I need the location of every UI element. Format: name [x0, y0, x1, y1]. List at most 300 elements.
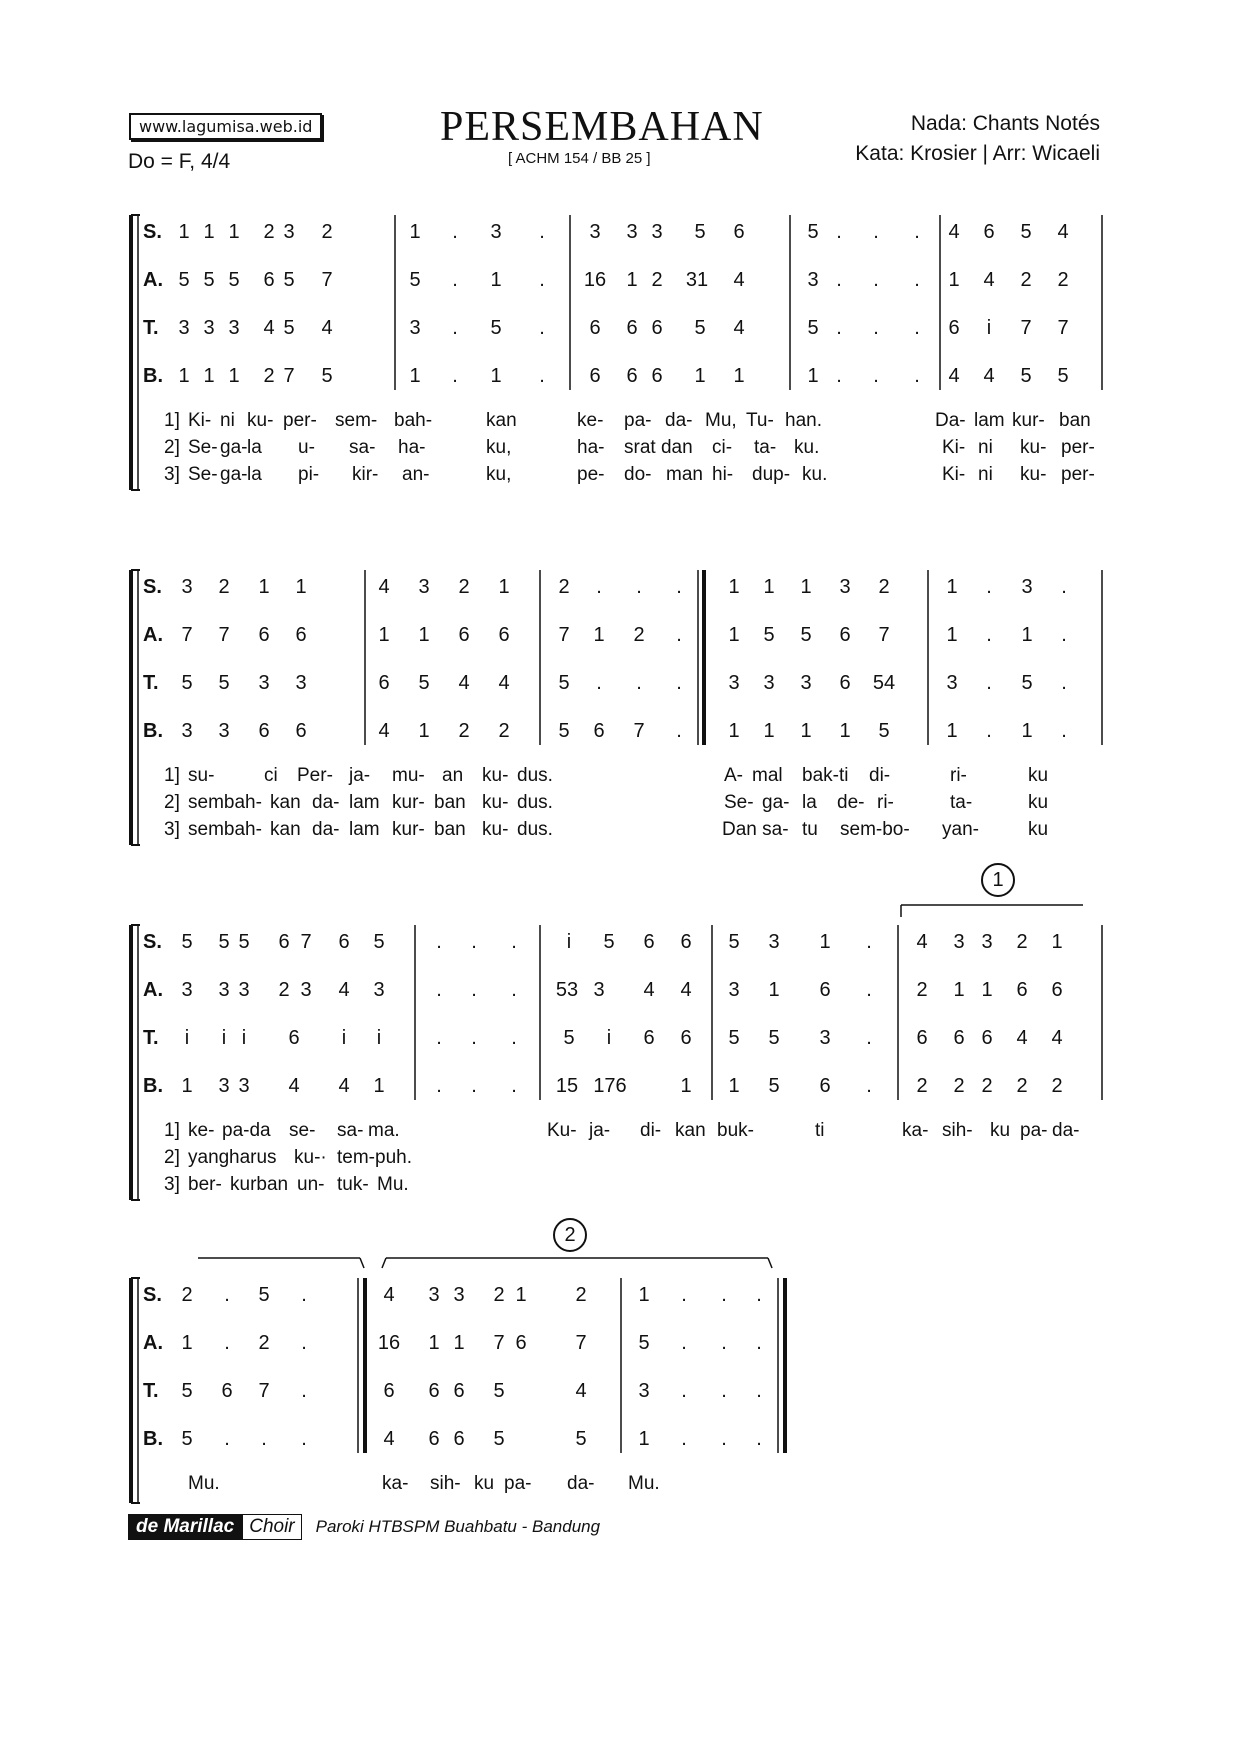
note: . — [756, 1284, 762, 1306]
note: 5 — [728, 931, 740, 953]
note: 6 — [651, 317, 663, 339]
note: 5 — [768, 1075, 780, 1097]
note: 1 — [228, 221, 240, 243]
note: 4 — [733, 317, 745, 339]
part-label-alto: A. — [143, 979, 163, 1001]
note: 5 — [203, 269, 215, 291]
syllable: per- — [1061, 437, 1095, 458]
syllable: tuk- — [337, 1174, 369, 1195]
note: . — [224, 1428, 230, 1450]
syllable: ku. — [802, 464, 828, 485]
note: 6 — [733, 221, 745, 243]
note: 2 — [278, 979, 290, 1001]
syllable: di- — [869, 765, 891, 786]
syllable: ka- — [902, 1120, 929, 1141]
note: 2 — [1057, 269, 1069, 291]
syllable: dus. — [517, 819, 553, 840]
volta-2-marker: 2 — [553, 1218, 587, 1252]
note: 5 — [283, 317, 295, 339]
note: 1 — [490, 269, 502, 291]
verse-number: 2] — [164, 1147, 180, 1168]
note: 4 — [288, 1075, 300, 1097]
note: . — [511, 931, 517, 953]
syllable: A- — [724, 765, 743, 786]
note: 5 — [321, 365, 333, 387]
note: 3 — [728, 979, 740, 1001]
note: 1 — [203, 221, 215, 243]
note: 2 — [263, 221, 275, 243]
note: 5 — [181, 1428, 193, 1450]
note: 3 — [593, 979, 605, 1001]
lyrics-system-2 — [164, 765, 1102, 845]
note: 5 — [181, 672, 193, 694]
system-4 — [128, 1224, 808, 1508]
note: 7 — [300, 931, 312, 953]
note: 3 — [258, 672, 270, 694]
system-4-lines — [128, 1228, 808, 1508]
note: 5 — [694, 221, 706, 243]
note: 6 — [680, 1027, 692, 1049]
system-1 — [128, 205, 1104, 495]
syllable: lam — [974, 410, 1005, 431]
syllable: kur- — [1012, 410, 1045, 431]
syllable: ku — [1028, 765, 1049, 786]
note: . — [836, 269, 842, 291]
note: 1 — [515, 1284, 527, 1306]
note: . — [914, 269, 920, 291]
note: 7 — [321, 269, 333, 291]
note: 6 — [680, 931, 692, 953]
note: 3 — [453, 1284, 465, 1306]
note: 3 — [218, 979, 230, 1001]
note: 5 — [768, 1027, 780, 1049]
note: . — [471, 1027, 477, 1049]
note: 3 — [839, 576, 851, 598]
note: i — [606, 1027, 612, 1049]
note: . — [224, 1284, 230, 1306]
lyrics-system-3 — [164, 1120, 1102, 1200]
note: 2 — [916, 979, 928, 1001]
note: i — [376, 1027, 382, 1049]
note: . — [539, 317, 545, 339]
note: . — [539, 269, 545, 291]
note: i — [184, 1027, 190, 1049]
note: 3 — [181, 979, 193, 1001]
note: 1 — [498, 576, 510, 598]
syllable: ta- — [950, 792, 973, 813]
note: . — [866, 931, 872, 953]
syllable: la — [247, 437, 262, 458]
note: 1 — [839, 720, 851, 742]
verse-number: 3] — [164, 464, 180, 485]
note: 2 — [575, 1284, 587, 1306]
syllable: da- — [312, 819, 340, 840]
syllable: ku — [1028, 792, 1049, 813]
note: . — [511, 979, 517, 1001]
note: 6 — [453, 1380, 465, 1402]
note: 3 — [181, 576, 193, 598]
system-3 — [128, 865, 1108, 1205]
part-label-soprano: S. — [143, 576, 162, 598]
note: 1 — [807, 365, 819, 387]
note: 1 — [800, 720, 812, 742]
note: 176 — [593, 1075, 627, 1097]
syllable: ber- — [188, 1174, 222, 1195]
note: 4 — [378, 720, 390, 742]
note: . — [836, 365, 842, 387]
syllable: per- — [1061, 464, 1095, 485]
note: . — [681, 1332, 687, 1354]
note: 16 — [583, 269, 607, 291]
note: . — [676, 720, 682, 742]
syllable: ku — [990, 1120, 1011, 1141]
note: . — [873, 317, 879, 339]
part-label-bass: B. — [143, 720, 163, 742]
syllable: kur- — [392, 792, 425, 813]
syllable: ga- — [220, 437, 248, 458]
note: . — [676, 672, 682, 694]
lyrics-system-4 — [172, 1473, 792, 1503]
note: 4 — [383, 1428, 395, 1450]
note: . — [224, 1332, 230, 1354]
syllable: ku-· — [294, 1147, 327, 1168]
note: 3 — [218, 720, 230, 742]
note: 1 — [203, 365, 215, 387]
note: 5 — [178, 269, 190, 291]
syllable: kan — [486, 410, 517, 431]
note: 7 — [1020, 317, 1032, 339]
note: 6 — [515, 1332, 527, 1354]
note: 6 — [258, 624, 270, 646]
note: 1 — [418, 624, 430, 646]
note: . — [986, 672, 992, 694]
note: 6 — [819, 979, 831, 1001]
note: 2 — [493, 1284, 505, 1306]
note: 5 — [258, 1284, 270, 1306]
syllable: ga- — [762, 792, 790, 813]
note: i — [566, 931, 572, 953]
note: 1 — [1021, 624, 1033, 646]
note: 3 — [589, 221, 601, 243]
note: 5 — [558, 672, 570, 694]
syllable: Ki- — [942, 437, 966, 458]
note: 7 — [218, 624, 230, 646]
note: 4 — [983, 365, 995, 387]
note: 1 — [768, 979, 780, 1001]
syllable: ja- — [589, 1120, 611, 1141]
syllable: Da- — [935, 410, 966, 431]
note: 5 — [218, 672, 230, 694]
note: 1 — [373, 1075, 385, 1097]
verse-number: 1] — [164, 765, 180, 786]
note: . — [866, 979, 872, 1001]
note: 1 — [948, 269, 960, 291]
verse-number: 1] — [164, 410, 180, 431]
note: 6 — [453, 1428, 465, 1450]
system-2 — [128, 560, 1104, 850]
note: 7 — [258, 1380, 270, 1402]
note: . — [452, 365, 458, 387]
note: 2 — [458, 720, 470, 742]
note: . — [511, 1075, 517, 1097]
note: 1 — [409, 221, 421, 243]
note: 1 — [981, 979, 993, 1001]
part-label-tenor: T. — [143, 317, 159, 339]
syllable: pa- — [504, 1473, 532, 1494]
note: 5 — [1020, 221, 1032, 243]
syllable: Mu. — [377, 1174, 409, 1195]
note: 5 — [1020, 365, 1032, 387]
note: 3 — [228, 317, 240, 339]
syllable: sem- — [335, 410, 378, 431]
note: 1 — [418, 720, 430, 742]
syllable: ri- — [877, 792, 894, 813]
syllable: Se- — [188, 437, 218, 458]
part-label-bass: B. — [143, 1428, 163, 1450]
note: 6 — [983, 221, 995, 243]
syllable: ci- — [712, 437, 733, 458]
note: . — [721, 1380, 727, 1402]
note: 1 — [428, 1332, 440, 1354]
part-label-soprano: S. — [143, 1284, 162, 1306]
note: 3 — [428, 1284, 440, 1306]
note: 6 — [258, 720, 270, 742]
note: . — [721, 1284, 727, 1306]
syllable: ku, — [486, 464, 512, 485]
note: 2 — [953, 1075, 965, 1097]
syllable: Se- — [724, 792, 754, 813]
note: . — [866, 1027, 872, 1049]
note: . — [914, 317, 920, 339]
note: . — [873, 269, 879, 291]
note: 5 — [878, 720, 890, 742]
note: . — [914, 365, 920, 387]
lyrics-system-1 — [164, 410, 1102, 490]
note: 1 — [178, 221, 190, 243]
note: 2 — [981, 1075, 993, 1097]
note: 6 — [295, 720, 307, 742]
note: . — [756, 1428, 762, 1450]
note: 4 — [948, 221, 960, 243]
part-label-alto: A. — [143, 269, 163, 291]
note: 4 — [733, 269, 745, 291]
note: 1 — [800, 576, 812, 598]
note: 2 — [916, 1075, 928, 1097]
syllable: da- — [1052, 1120, 1080, 1141]
note: 2 — [1051, 1075, 1063, 1097]
note: . — [436, 1027, 442, 1049]
note: . — [301, 1284, 307, 1306]
note: 4 — [321, 317, 333, 339]
syllable: do- — [624, 464, 652, 485]
syllable: ha- — [577, 437, 605, 458]
note: 4 — [383, 1284, 395, 1306]
note: 3 — [819, 1027, 831, 1049]
note: 6 — [428, 1428, 440, 1450]
note: 6 — [589, 317, 601, 339]
syllable: sa- — [349, 437, 376, 458]
syllable: ni — [978, 437, 993, 458]
note: . — [301, 1332, 307, 1354]
note: 3 — [203, 317, 215, 339]
note: 6 — [295, 624, 307, 646]
note: 53 — [555, 979, 579, 1001]
note: 4 — [680, 979, 692, 1001]
syllable: pa- — [624, 410, 652, 431]
note: 5 — [800, 624, 812, 646]
syllable: kur- — [392, 819, 425, 840]
parish-name: Paroki HTBSPM Buahbatu - Bandung — [315, 1517, 601, 1536]
syllable: ke- — [188, 1120, 215, 1141]
syllable: Mu, — [705, 410, 737, 431]
note: 5 — [603, 931, 615, 953]
note: . — [873, 365, 879, 387]
note: . — [636, 672, 642, 694]
syllable: yan- — [942, 819, 979, 840]
note: . — [436, 1075, 442, 1097]
note: . — [721, 1332, 727, 1354]
syllable: sembah- — [188, 792, 262, 813]
note: 3 — [626, 221, 638, 243]
syllable: Ki- — [188, 410, 212, 431]
note: 3 — [300, 979, 312, 1001]
syllable: bak-ti — [802, 765, 849, 786]
note: 1 — [946, 720, 958, 742]
syllable: kir- — [352, 464, 379, 485]
part-label-bass: B. — [143, 1075, 163, 1097]
syllable: srat dan — [624, 437, 693, 458]
note: 6 — [338, 931, 350, 953]
note: 4 — [1057, 221, 1069, 243]
syllable: ku- — [247, 410, 274, 431]
syllable: an — [442, 765, 464, 786]
syllable: ban — [434, 819, 466, 840]
note: 31 — [685, 269, 709, 291]
verse-number: 2] — [164, 792, 180, 813]
note: . — [511, 1027, 517, 1049]
syllable: ku- — [482, 819, 509, 840]
note: . — [986, 720, 992, 742]
note: 4 — [378, 576, 390, 598]
note: 1 — [728, 624, 740, 646]
syllable: la — [802, 792, 817, 813]
note: 4 — [338, 1075, 350, 1097]
part-label-soprano: S. — [143, 931, 162, 953]
note: 6 — [1016, 979, 1028, 1001]
note: . — [636, 576, 642, 598]
note: 3 — [953, 931, 965, 953]
note: 7 — [878, 624, 890, 646]
part-label-bass: B. — [143, 365, 163, 387]
note: . — [436, 979, 442, 1001]
note: 54 — [872, 672, 896, 694]
note: . — [986, 576, 992, 598]
note: 1 — [728, 720, 740, 742]
syllable: pa-da — [222, 1120, 271, 1141]
syllable: Dan sa- — [722, 819, 789, 840]
note: 6 — [643, 931, 655, 953]
note: i — [986, 317, 992, 339]
note: 6 — [263, 269, 275, 291]
note: 1 — [490, 365, 502, 387]
note: . — [836, 221, 842, 243]
note: . — [596, 672, 602, 694]
syllable: Tu- — [746, 410, 774, 431]
note: 2 — [633, 624, 645, 646]
syllable: an- — [402, 464, 430, 485]
verse-number: 1] — [164, 1120, 180, 1141]
note: 7 — [493, 1332, 505, 1354]
note: 2 — [558, 576, 570, 598]
note: . — [836, 317, 842, 339]
note: . — [471, 931, 477, 953]
note: 3 — [295, 672, 307, 694]
syllable: Se- — [188, 464, 218, 485]
syllable: dup- — [752, 464, 791, 485]
syllable: da- — [567, 1473, 595, 1494]
note: 5 — [283, 269, 295, 291]
note: 6 — [378, 672, 390, 694]
note: 1 — [763, 576, 775, 598]
note: 3 — [178, 317, 190, 339]
note: 1 — [593, 624, 605, 646]
note: 4 — [458, 672, 470, 694]
note: 1 — [694, 365, 706, 387]
note: . — [866, 1075, 872, 1097]
note: 6 — [643, 1027, 655, 1049]
syllable: la — [247, 464, 262, 485]
note: 1 — [453, 1332, 465, 1354]
note: 6 — [626, 317, 638, 339]
syllable: buk- — [717, 1120, 754, 1141]
note: 2 — [651, 269, 663, 291]
note: 6 — [839, 672, 851, 694]
note: 6 — [953, 1027, 965, 1049]
verse-number: 2] — [164, 437, 180, 458]
syllable: ku- — [1020, 437, 1047, 458]
note: . — [1061, 672, 1067, 694]
note: 6 — [651, 365, 663, 387]
syllable: pi- — [298, 464, 320, 485]
syllable: hi- — [712, 464, 734, 485]
note: 2 — [878, 576, 890, 598]
note: 4 — [983, 269, 995, 291]
note: 2 — [218, 576, 230, 598]
syllable: Mu. — [628, 1473, 660, 1494]
note: 6 — [593, 720, 605, 742]
melody-credit: Nada: Chants Notés — [910, 112, 1100, 135]
note: 2 — [1016, 1075, 1028, 1097]
note: 5 — [218, 931, 230, 953]
syllable: kan — [675, 1120, 706, 1141]
note: 1 — [819, 931, 831, 953]
syllable: ke- — [577, 410, 604, 431]
note: 6 — [383, 1380, 395, 1402]
website-label: www.lagumisa.web.id — [129, 113, 322, 140]
note: . — [914, 221, 920, 243]
note: 5 — [763, 624, 775, 646]
note: 7 — [633, 720, 645, 742]
note: 3 — [638, 1380, 650, 1402]
note: i — [241, 1027, 247, 1049]
note: . — [676, 624, 682, 646]
note: 3 — [1021, 576, 1033, 598]
note: 7 — [181, 624, 193, 646]
syllable: tu — [802, 819, 818, 840]
choir-label: Choir — [242, 1514, 301, 1540]
syllable: kan — [270, 792, 301, 813]
note: 5 — [694, 317, 706, 339]
